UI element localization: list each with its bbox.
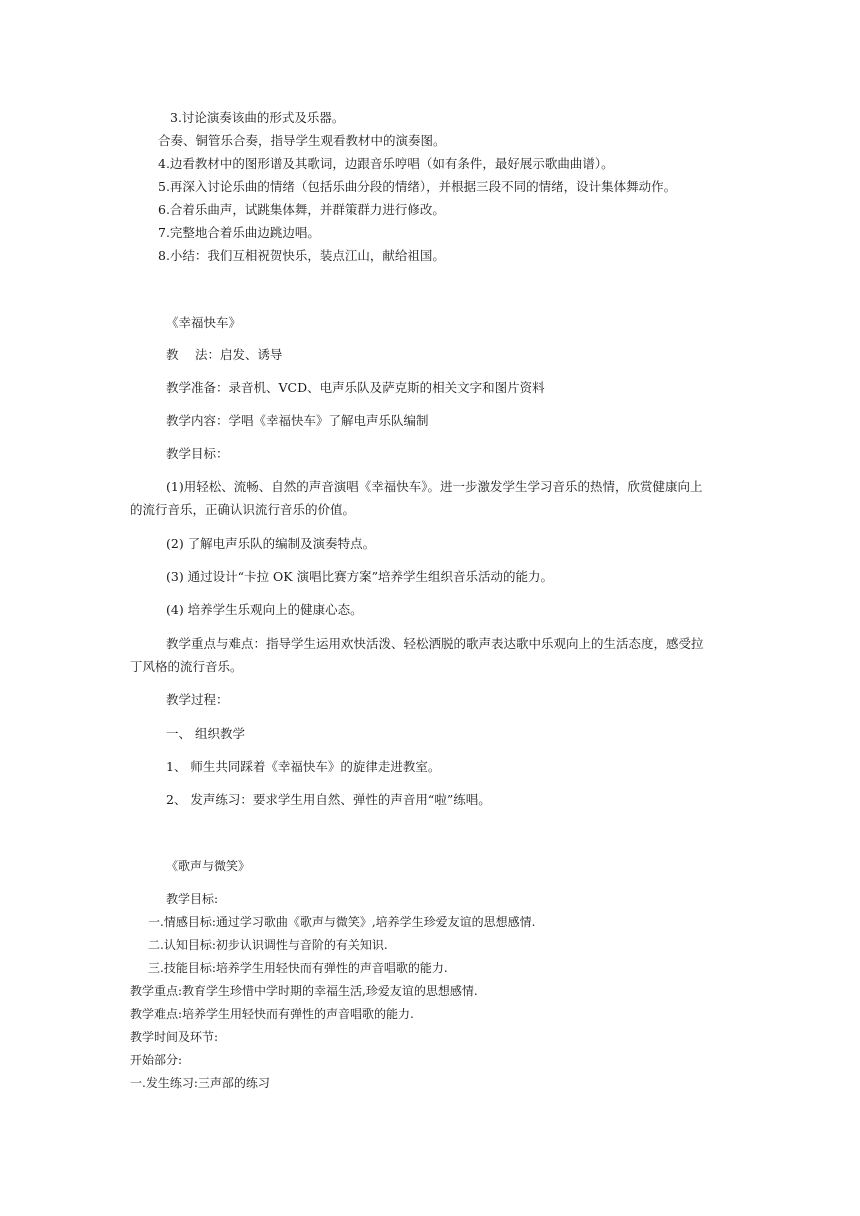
step-8-line: 8.小结：我们互相祝贺快乐，装点江山，献给祖国。	[158, 248, 445, 263]
goal-1-line-2: 的流行音乐，正确认识流行音乐的价值。	[130, 502, 356, 517]
step-2: 2、 发声练习：要求学生用自然、弹性的声音用“啦”练唱。	[166, 792, 491, 807]
cognitive-goal: 二.认知目标:初步认识调性与音阶的有关知识.	[148, 938, 388, 952]
step-4-line: 4.边看教材中的图形谱及其歌词，边跟音乐哼唱（如有条件，最好展示歌曲曲谱）。	[158, 156, 614, 171]
step-7-line: 7.完整地合着乐曲边跳边唱。	[158, 225, 320, 240]
key-points-line-1: 教学重点与难点：指导学生运用欢快活泼、轻松洒脱的歌声表达歌中乐观向上的生活态度，感受拉	[166, 636, 704, 651]
section2-title: 《幸福快车》	[166, 315, 242, 330]
goal-1-line-1: (1)用轻松、流畅、自然的声音演唱《幸福快车》。进一步激发学生学习音乐的热情，欣赏健康向上	[166, 479, 703, 494]
goal-3: (3) 通过设计“卡拉 OK 演唱比赛方案”培养学生组织音乐活动的能力。	[166, 569, 553, 584]
emotional-goal: 一.情感目标:通过学习歌曲《歌声与微笑》,培养学生珍爱友谊的思想感情.	[148, 915, 536, 929]
difficulty: 教学难点:培养学生用轻快而有弹性的声音唱歌的能力.	[130, 1007, 414, 1021]
teaching-preparation: 教学准备：录音机、VCD、电声乐队及萨克斯的相关文字和图片资料	[166, 380, 545, 395]
step-1: 1、 师生共同踩着《幸福快车》的旋律走进教室。	[166, 759, 441, 774]
key-point: 教学重点:教育学生珍惜中学时期的幸福生活,珍爱友谊的思想感情.	[130, 984, 478, 998]
goal-2: (2) 了解电声乐队的编制及演奏特点。	[166, 536, 376, 551]
start-part: 开始部分:	[130, 1053, 183, 1067]
teaching-content: 教学内容：学唱《幸福快车》了解电声乐队编制	[166, 413, 429, 428]
key-points-line-2: 丁风格的流行音乐。	[130, 659, 243, 674]
section3-title: 《歌声与微笑》	[166, 859, 251, 873]
vocal-practice: 一.发生练习:三声部的练习	[130, 1076, 270, 1090]
goals-heading: 教学目标：	[166, 446, 229, 461]
process-heading: 教学过程：	[166, 692, 229, 707]
teaching-method: 教 法：启发、诱导	[166, 347, 283, 362]
time-and-stages: 教学时间及环节:	[130, 1030, 219, 1044]
step-5-line: 5.再深入讨论乐曲的情绪（包括乐曲分段的情绪），并根据三段不同的情绪，设计集体舞动作。	[158, 179, 677, 194]
step-6-line: 6.合着乐曲声，试跳集体舞，并群策群力进行修改。	[158, 202, 445, 217]
step-3-line: 3.讨论演奏该曲的形式及乐器。	[170, 110, 345, 125]
section3-goals-heading: 教学目标:	[166, 892, 219, 906]
step-organize: 一、 组织教学	[166, 726, 245, 741]
ensemble-line: 合奏、铜管乐合奏，指导学生观看教材中的演奏图。	[158, 133, 446, 148]
skill-goal: 三.技能目标:培养学生用轻快而有弹性的声音唱歌的能力.	[148, 961, 448, 975]
goal-4: (4) 培养学生乐观向上的健康心态。	[166, 602, 363, 617]
